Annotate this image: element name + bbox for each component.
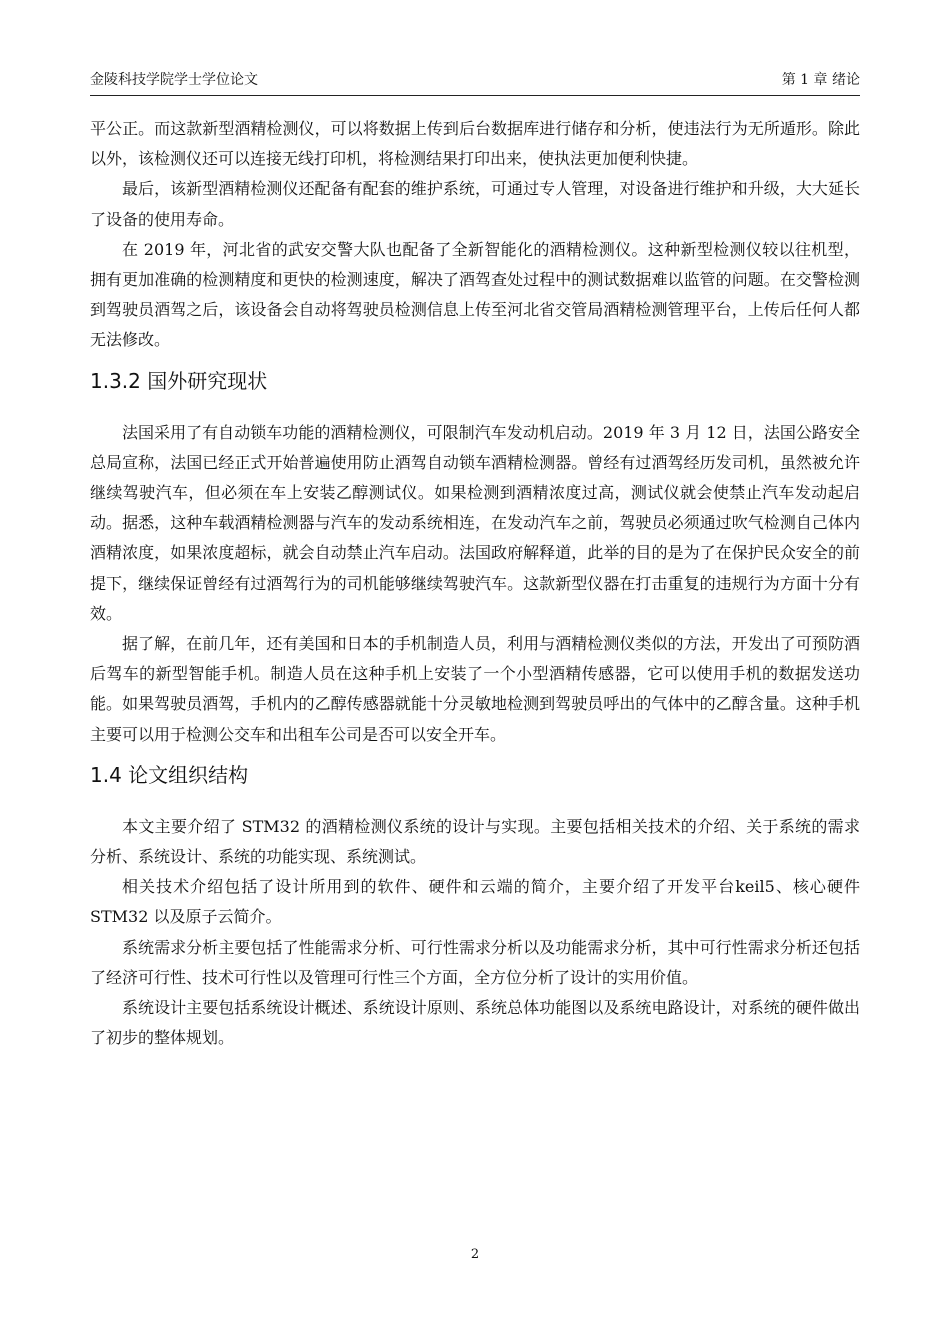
paragraph-related-tech: 相关技术介绍包括了设计所用到的软件、硬件和云端的简介，主要介绍了开发平台keil5、核心硬件 STM32 以及原子云简介。 (90, 877, 860, 927)
paragraph-requirements: 系统需求分析主要包括了性能需求分析、可行性需求分析以及功能需求分析，其中可行性需求分析还包括了经济可行性、技术可行性以及管理可行性三个方面，全方位分析了设计的实用价值。 (90, 937, 860, 987)
paragraph-hebei: 在 2019 年，河北省的武安交警大队也配备了全新智能化的酒精检测仪。这种新型检测仪较以往机型，拥有更加准确的检测精度和更快的检测速度，解决了酒驾查处过程中的测试数据难以监管的问题。在交警检测到驾驶员酒驾之后，该设备会自动将驾驶员检测信息上传至河北省交管局酒精检测管理平台，上传后任何人都无法修改。 (90, 239, 860, 350)
page-header (90, 70, 860, 94)
paragraph-continued: 平公正。而这款新型酒精检测仪，可以将数据上传到后台数据库进行储存和分析，使违法行为无所遁形。除此以外，该检测仪还可以连接无线打印机，将检测结果打印出来，使执法更加便利快捷。 (90, 119, 860, 169)
paragraph-france: 法国采用了有自动锁车功能的酒精检测仪，可限制汽车发动机启动。2019 年 3 月 12 日，法国公路安全总局宣称，法国已经正式开始普遍使用防止酒驾自动锁车酒精检测器。曾经有过酒驾经历发司机，虽然被允许继续驾驶汽车，但必须在车上安装乙醇测试仪。如果检测到酒精浓度过高，测试仪就会使禁止汽车发动起启动。据悉，这种车载酒精检测器与汽车的发动系统相连，在发动汽车之前，驾驶员必须通过吹气检测自己体内酒精浓度，如果浓度超标，就会自动禁止汽车启动。法国政府解释道，此举的目的是为了在保护民众安全的前提下，继续保证曾经有过酒驾行为的司机能够继续驾驶汽车。这款新型仪器在打击重复的违规行为方面十分有效。 (90, 422, 860, 623)
paragraph-system-design: 系统设计主要包括系统设计概述、系统设计原则、系统总体功能图以及系统电路设计，对系统的硬件做出了初步的整体规划。 (90, 998, 860, 1048)
header-divider (90, 95, 860, 96)
paragraph-smartphone: 据了解，在前几年，还有美国和日本的手机制造人员，利用与酒精检测仪类似的方法，开发出了可预防酒后驾车的新型智能手机。制造人员在这种手机上安装了一个小型酒精传感器，它可以使用手机的数据发送功能。如果驾驶员酒驾，手机内的乙醇传感器就能十分灵敏地检测到驾驶员呼出的气体中的乙醇含量。这种手机主要可以用于检测公交车和出租车公司是否可以安全开车。 (90, 634, 860, 744)
header-university-title: 金陵科技学院学士学位论文 (90, 72, 258, 88)
section-heading-thesis-structure: 1.4 论文组织结构 (90, 762, 249, 787)
header-chapter-title: 第 1 章 绪论 (781, 72, 860, 88)
section-heading-foreign-research: 1.3.2 国外研究现状 (90, 368, 268, 393)
document-body (90, 114, 860, 1053)
paragraph-overview: 本文主要介绍了 STM32 的酒精检测仪系统的设计与实现。主要包括相关技术的介绍、关于系统的需求分析、系统设计、系统的功能实现、系统测试。 (90, 816, 860, 867)
page-number: 2 (470, 1247, 480, 1262)
paragraph-maintenance: 最后，该新型酒精检测仪还配备有配套的维护系统，可通过专人管理，对设备进行维护和升级，大大延长了设备的使用寿命。 (90, 179, 860, 229)
